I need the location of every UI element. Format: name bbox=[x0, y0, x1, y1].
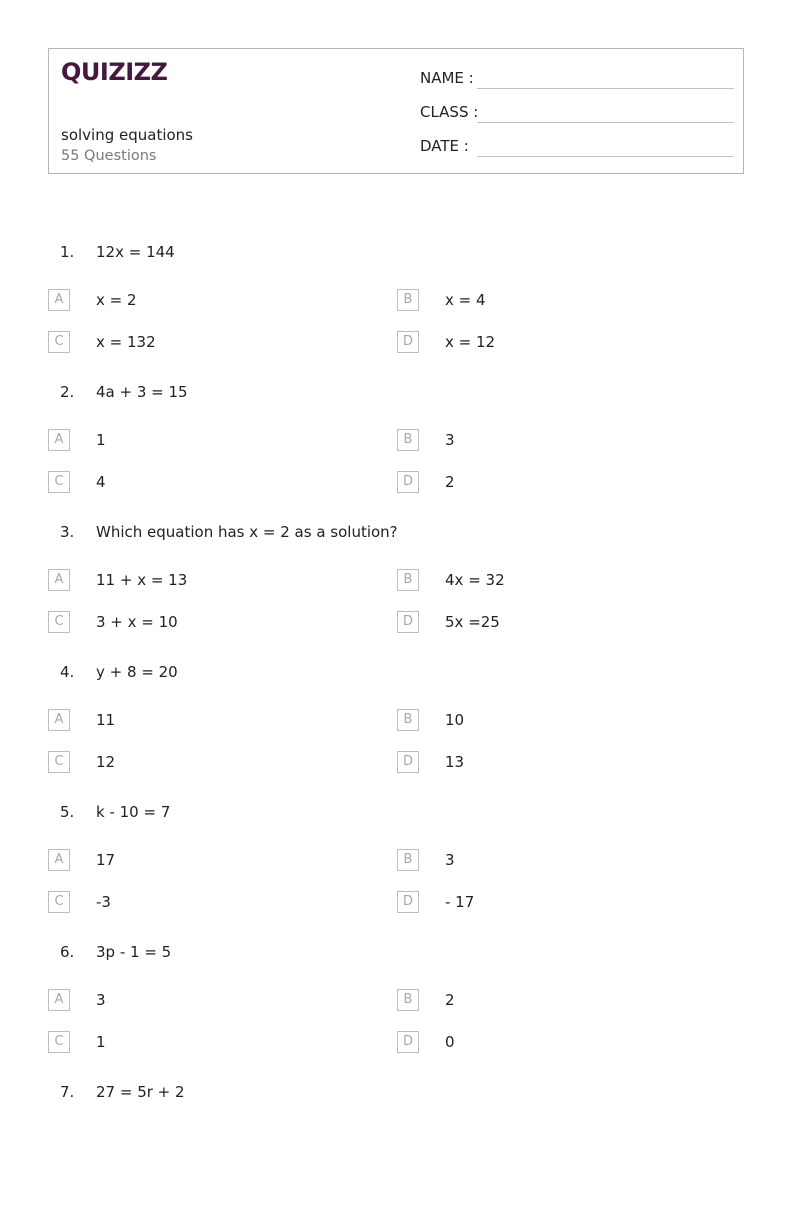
option-letter-box: A bbox=[48, 849, 70, 871]
option-b[interactable] bbox=[397, 569, 697, 593]
option-letter-box: A bbox=[48, 709, 70, 731]
option-letter-box: D bbox=[397, 611, 419, 633]
question-number: 2. bbox=[60, 383, 75, 401]
option-letter-box: D bbox=[397, 891, 419, 913]
option-c[interactable] bbox=[48, 471, 348, 495]
option-letter-box: C bbox=[48, 611, 70, 633]
option-d[interactable] bbox=[397, 331, 697, 355]
option-d[interactable] bbox=[397, 1031, 697, 1055]
class-line[interactable] bbox=[477, 122, 734, 123]
name-label: NAME : bbox=[420, 69, 474, 87]
question-list bbox=[0, 230, 794, 1210]
option-text: 4 bbox=[96, 473, 106, 491]
date-label: DATE : bbox=[420, 137, 469, 155]
question-number: 1. bbox=[60, 243, 75, 261]
question-item bbox=[0, 790, 794, 930]
option-letter-box: B bbox=[397, 289, 419, 311]
option-letter-box: B bbox=[397, 709, 419, 731]
option-letter-box: C bbox=[48, 751, 70, 773]
option-a[interactable] bbox=[48, 429, 348, 453]
question-text: 27 = 5r + 2 bbox=[96, 1083, 185, 1101]
option-c[interactable] bbox=[48, 1031, 348, 1055]
quizizz-logo: QUIZIZZ bbox=[61, 58, 168, 86]
option-c[interactable] bbox=[48, 611, 348, 635]
question-item bbox=[0, 650, 794, 790]
option-a[interactable] bbox=[48, 289, 348, 313]
option-text: x = 132 bbox=[96, 333, 156, 351]
option-letter-box: C bbox=[48, 331, 70, 353]
option-text: 3 bbox=[96, 991, 106, 1009]
option-letter-box: A bbox=[48, 989, 70, 1011]
question-text: k - 10 = 7 bbox=[96, 803, 171, 821]
option-letter-box: C bbox=[48, 891, 70, 913]
option-letter-box: A bbox=[48, 289, 70, 311]
question-item bbox=[0, 510, 794, 650]
option-a[interactable] bbox=[48, 989, 348, 1013]
question-number: 6. bbox=[60, 943, 75, 961]
class-field[interactable] bbox=[420, 102, 734, 124]
option-a[interactable] bbox=[48, 569, 348, 593]
option-letter-box: D bbox=[397, 471, 419, 493]
question-text: 12x = 144 bbox=[96, 243, 175, 261]
option-letter-box: A bbox=[48, 569, 70, 591]
option-d[interactable] bbox=[397, 471, 697, 495]
option-letter-box: B bbox=[397, 569, 419, 591]
option-text: 0 bbox=[445, 1033, 455, 1051]
question-number: 3. bbox=[60, 523, 75, 541]
option-letter-box: D bbox=[397, 331, 419, 353]
question-text: 4a + 3 = 15 bbox=[96, 383, 188, 401]
option-letter-box: D bbox=[397, 1031, 419, 1053]
question-item bbox=[0, 230, 794, 370]
name-field[interactable] bbox=[420, 68, 734, 90]
option-text: -3 bbox=[96, 893, 111, 911]
option-d[interactable] bbox=[397, 751, 697, 775]
question-item bbox=[0, 930, 794, 1070]
question-number: 5. bbox=[60, 803, 75, 821]
question-text: 3p - 1 = 5 bbox=[96, 943, 172, 961]
option-text: x = 4 bbox=[445, 291, 486, 309]
option-text: 2 bbox=[445, 991, 455, 1009]
option-a[interactable] bbox=[48, 709, 348, 733]
option-letter-box: A bbox=[48, 429, 70, 451]
option-text: 3 bbox=[445, 851, 455, 869]
option-text: - 17 bbox=[445, 893, 475, 911]
option-d[interactable] bbox=[397, 611, 697, 635]
question-number: 4. bbox=[60, 663, 75, 681]
option-text: 11 + x = 13 bbox=[96, 571, 188, 589]
option-a[interactable] bbox=[48, 849, 348, 873]
option-text: 1 bbox=[96, 431, 106, 449]
option-text: 1 bbox=[96, 1033, 106, 1051]
option-text: 17 bbox=[96, 851, 116, 869]
question-text: Which equation has x = 2 as a solution? bbox=[96, 523, 398, 541]
question-number: 7. bbox=[60, 1083, 75, 1101]
option-text: 4x = 32 bbox=[445, 571, 505, 589]
option-d[interactable] bbox=[397, 891, 697, 915]
option-c[interactable] bbox=[48, 331, 348, 355]
question-text: y + 8 = 20 bbox=[96, 663, 178, 681]
option-b[interactable] bbox=[397, 429, 697, 453]
option-b[interactable] bbox=[397, 849, 697, 873]
option-b[interactable] bbox=[397, 289, 697, 313]
date-field[interactable] bbox=[420, 136, 734, 158]
date-line[interactable] bbox=[477, 156, 734, 157]
option-letter-box: B bbox=[397, 429, 419, 451]
worksheet-header bbox=[48, 48, 744, 174]
option-letter-box: D bbox=[397, 751, 419, 773]
option-b[interactable] bbox=[397, 709, 697, 733]
question-item bbox=[0, 1070, 794, 1210]
option-text: 3 + x = 10 bbox=[96, 613, 178, 631]
question-item bbox=[0, 370, 794, 510]
option-text: 2 bbox=[445, 473, 455, 491]
option-letter-box: B bbox=[397, 989, 419, 1011]
class-label: CLASS : bbox=[420, 103, 479, 121]
option-c[interactable] bbox=[48, 751, 348, 775]
option-text: x = 2 bbox=[96, 291, 137, 309]
option-text: 12 bbox=[96, 753, 116, 771]
option-letter-box: C bbox=[48, 1031, 70, 1053]
option-text: 5x =25 bbox=[445, 613, 500, 631]
option-letter-box: C bbox=[48, 471, 70, 493]
option-text: 10 bbox=[445, 711, 465, 729]
option-text: 11 bbox=[96, 711, 116, 729]
question-count: 55 Questions bbox=[61, 148, 157, 164]
option-b[interactable] bbox=[397, 989, 697, 1013]
name-line[interactable] bbox=[477, 88, 734, 89]
option-letter-box: B bbox=[397, 849, 419, 871]
option-text: x = 12 bbox=[445, 333, 496, 351]
option-text: 3 bbox=[445, 431, 455, 449]
option-c[interactable] bbox=[48, 891, 348, 915]
quiz-title: solving equations bbox=[61, 126, 193, 144]
option-text: 13 bbox=[445, 753, 465, 771]
